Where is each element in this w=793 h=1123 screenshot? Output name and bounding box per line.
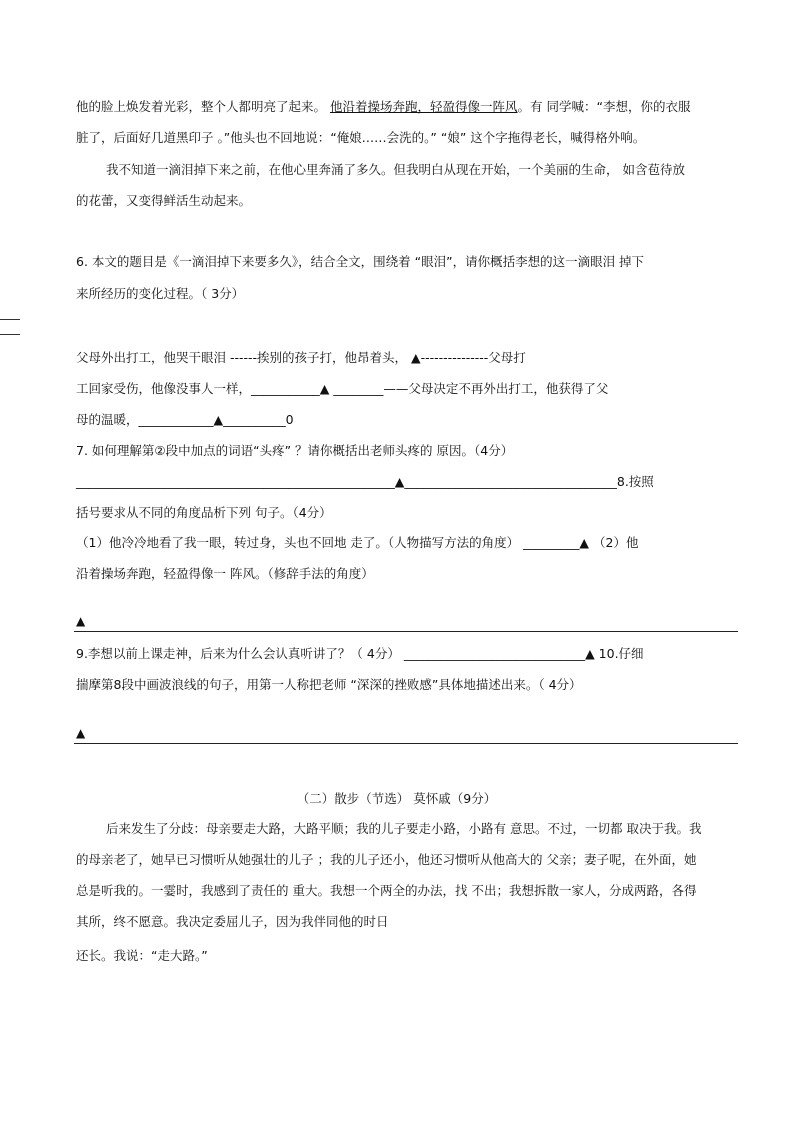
section-2-line-2: 的母亲老了，她早已习惯听从她强壮的儿子 ；我的儿子还小，他还习惯听从他高大的 父亲；妻子呢，在外面，她 bbox=[76, 852, 697, 867]
answer-rule bbox=[74, 631, 738, 632]
passage-line-2: 脏了，后面好几道黑印子 。”他头也不回地说：“俺娘……会洗的。” “娘” 这个字拖得老长，喊得格外响。 bbox=[76, 130, 646, 145]
question-9-line-1: 9.李想以前上课走神，后来为什么会认真听讲了？（ 4分） _____________________________▲ 10.仔细 bbox=[76, 646, 644, 661]
question-7-line-1: 7. 如何理解第②段中加点的词语“头疼” ？请你概括出老师头疼的 原因。（4分） bbox=[76, 443, 514, 458]
question-6-line-3: 父母外出打工，他哭干眼泪 ------挨别的孩子打，他昂着头， ▲---------------父母打 bbox=[76, 350, 526, 365]
margin-mark-bottom bbox=[0, 334, 20, 335]
answer-rule bbox=[74, 743, 738, 744]
passage-line-3: 我不知道一滴泪掉下来之前，在他心里奔涌了多久。但我明白从现在开始，一个美丽的生命， 如含苞待放 bbox=[106, 162, 685, 177]
question-8-line-3: 沿着操场奔跑，轻盈得像一 阵风。（修辞手法的角度） bbox=[76, 566, 374, 581]
question-6-line-2: 来所经历的变化过程。（ 3分） bbox=[76, 286, 245, 301]
question-6-line-1: 6. 本文的题目是《一滴泪掉下来要多久》，结合全文，围绕着 “眼泪”，请你概括李想的这一滴眼泪 掉下 bbox=[76, 254, 645, 269]
section-2-line-3: 总是听我的。一霎时，我感到了责任的 重大。我想一个两全的办法，找 不出；我想拆散一家人，分成两路，各得 bbox=[76, 883, 697, 898]
question-8-line-2: （1）他冷冷地看了我一眼，转过身，头也不回地 走了。（人物描写方法的角度） _________▲ （2）他 bbox=[76, 535, 639, 550]
passage-text: 。有 同学喊：“李想，你的衣服 bbox=[517, 99, 691, 114]
answer-mark: ▲ bbox=[76, 614, 86, 628]
underlined-sentence: 他沿着操场奔跑，轻盈得像一阵风 bbox=[330, 99, 518, 114]
question-10-line-1: 揣摩第8段中画波浪线的句子，用第一人称把老师 “深深的挫败感”具体地描述出来。（ 4分） bbox=[76, 677, 582, 692]
passage-text: 他的脸上焕发着光彩，整个人都明亮了起来。 bbox=[76, 99, 327, 114]
passage-line-1 bbox=[76, 99, 690, 115]
question-6-line-5: 母的温暖，____________▲__________0 bbox=[76, 412, 294, 427]
passage-line-4: 的花蕾，又变得鲜活生动起来。 bbox=[76, 193, 252, 208]
question-7-answer-line: ___________________________________________________▲__________________________________8.按照 bbox=[76, 474, 654, 489]
section-2-line-1: 后来发生了分歧：母亲要走大路，大路平顺；我的儿子要走小路，小路有 意思。不过，一切都 取决于我。我 bbox=[106, 821, 702, 836]
question-8-line-1: 括号要求从不同的角度品析下列 句子。（4分） bbox=[76, 505, 332, 520]
margin-mark-top bbox=[0, 319, 20, 320]
section-2-line-5: 还长。我说：“走大路。” bbox=[76, 948, 208, 963]
section-2-line-4: 其所，终不愿意。我决定委屈儿子，因为我伴同他的时日 bbox=[76, 914, 389, 929]
section-heading: （二）散步（节选） 莫怀戚（9分） bbox=[296, 791, 497, 806]
question-6-line-4: 工回家受伤，他像没事人一样，___________▲ ________——父母决定不再外出打工，他获得了父 bbox=[76, 381, 609, 396]
answer-mark: ▲ bbox=[76, 726, 86, 740]
